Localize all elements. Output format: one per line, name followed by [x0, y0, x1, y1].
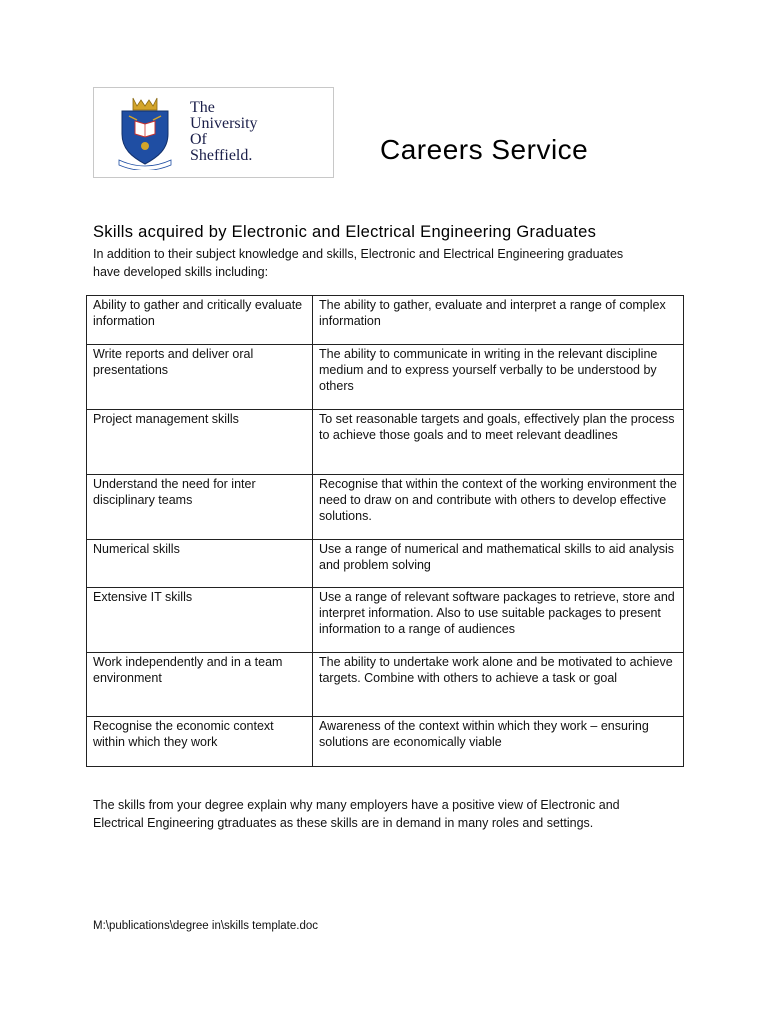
table-row [87, 588, 684, 653]
intro-paragraph: In addition to their subject knowledge and skills, Electronic and Electrical Engineering graduates have developed skills including: [93, 247, 624, 279]
description-cell: The ability to undertake work alone and be motivated to achieve targets. Combine with others to achieve a task or goal [313, 653, 684, 717]
description-cell: Awareness of the context within which they work – ensuring solutions are economically viable [313, 717, 684, 767]
description-cell: The ability to communicate in writing in the relevant discipline medium and to express yourself verbally to be understood by others [313, 345, 684, 410]
logo-line-4: Sheffield. [190, 147, 253, 164]
description-cell: The ability to gather, evaluate and interpret a range of complex information [313, 296, 684, 345]
section-heading: Skills acquired by Electronic and Electrical Engineering Graduates [93, 223, 597, 241]
description-cell: Use a range of numerical and mathematical skills to aid analysis and problem solving [313, 540, 684, 588]
table-row [87, 345, 684, 410]
page-title: Careers Service [380, 134, 589, 165]
table-row [87, 540, 684, 588]
skill-cell: Ability to gather and critically evaluate information [87, 296, 313, 345]
table-row [87, 296, 684, 345]
skill-cell: Project management skills [87, 410, 313, 475]
skill-cell: Numerical skills [87, 540, 313, 588]
university-logo [93, 87, 334, 178]
logo-line-3: Of [190, 131, 207, 148]
description-cell: To set reasonable targets and goals, effectively plan the process to achieve those goals and to meet relevant deadlines [313, 410, 684, 475]
table-row [87, 410, 684, 475]
university-name [190, 100, 258, 164]
description-cell: Use a range of relevant software packages to retrieve, store and interpret information. Also to use suitable packages to present information to a range of audiences [313, 588, 684, 653]
table-row [87, 475, 684, 540]
table-row [87, 653, 684, 717]
description-cell: Recognise that within the context of the working environment the need to draw on and contribute with others to develop effective solutions. [313, 475, 684, 540]
skill-cell: Understand the need for inter disciplinary teams [87, 475, 313, 540]
file-path-footer: M:\publications\degree in\skills template.doc [93, 920, 319, 932]
skill-cell: Work independently and in a team environment [87, 653, 313, 717]
logo-line-1: The [190, 99, 215, 116]
table-row [87, 717, 684, 767]
closing-paragraph: The skills from your degree explain why many employers have a positive view of Electronic and Electrical Engineering gtraduates as these skills are in demand in many roles and settings. [93, 798, 620, 830]
skill-cell: Recognise the economic context within which they work [87, 717, 313, 767]
skills-table [86, 295, 684, 767]
university-crest-icon [116, 94, 174, 170]
skill-cell: Write reports and deliver oral presentations [87, 345, 313, 410]
skill-cell: Extensive IT skills [87, 588, 313, 653]
logo-line-2: University [190, 115, 258, 132]
